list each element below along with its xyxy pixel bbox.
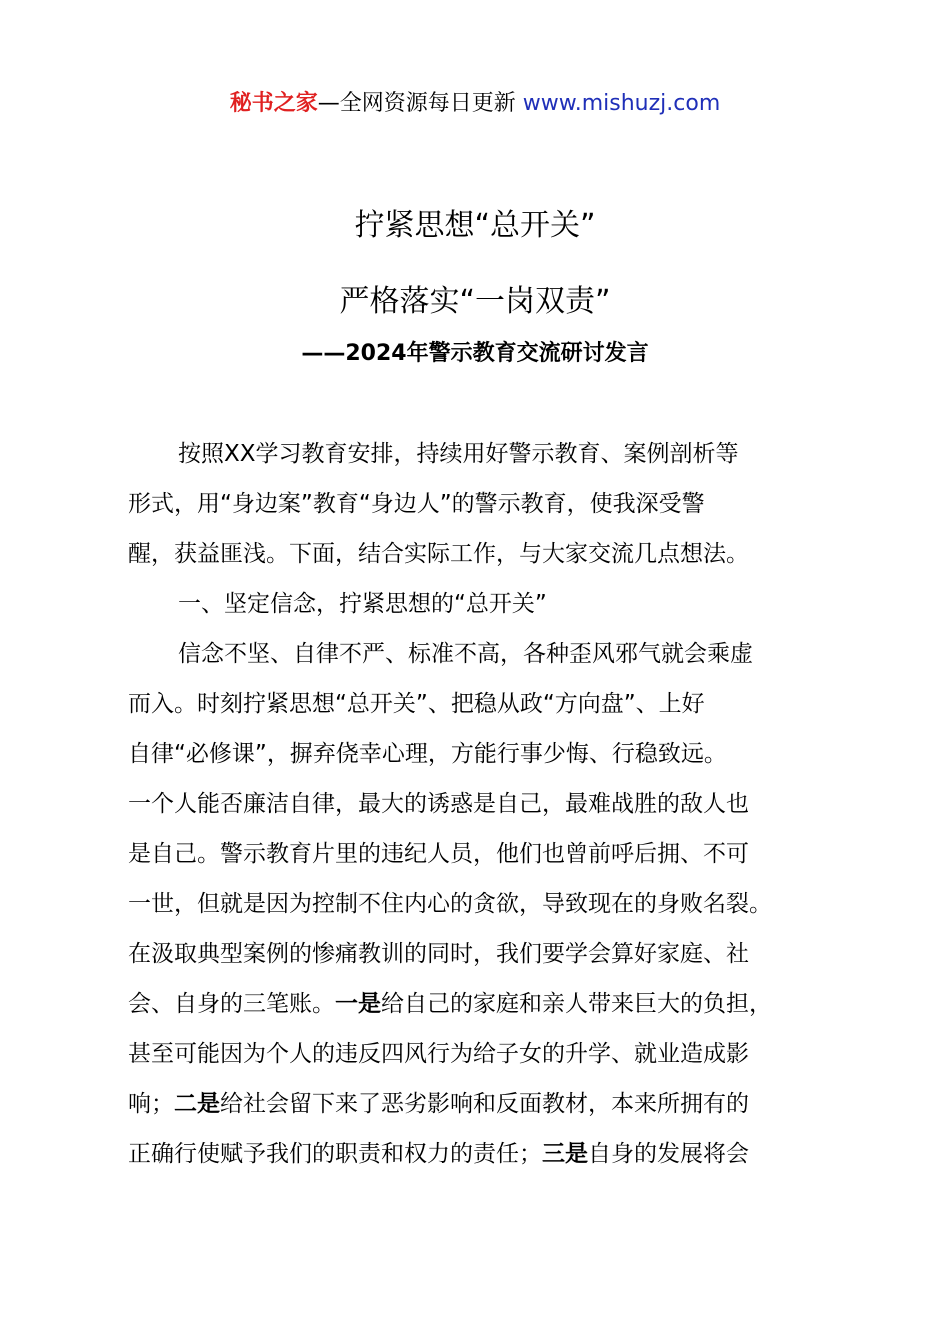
bold-marker-third: 三是 — [542, 1141, 588, 1167]
title-line-1: 拧紧思想“总开关” — [354, 208, 596, 243]
body-line — [128, 986, 772, 1022]
body-text: 给自己的家庭和亲人带来巨大的负担， — [381, 991, 772, 1017]
body-line: 形式，用“身边案”教育“身边人”的警示教育，使我深受警 — [128, 491, 705, 517]
body-text: 自身的发展将会 — [588, 1141, 749, 1167]
body-line: 醒，获益匪浅。下面，结合实际工作，与大家交流几点想法。 — [128, 541, 749, 567]
body-text: 给社会留下来了恶劣影响和反面教材，本来所拥有的 — [220, 1091, 749, 1117]
title-line-2: 严格落实“一岗双责” — [339, 284, 611, 319]
body-line: 在汲取典型案例的惨痛教训的同时，我们要学会算好家庭、社 — [128, 941, 749, 967]
bold-marker-first: 一是 — [335, 991, 381, 1017]
body-line: 一世，但就是因为控制不住内心的贪欲，导致现在的身败名裂。 — [128, 891, 772, 917]
body-line: 是自己。警示教育片里的违纪人员，他们也曾前呼后拥、不可 — [128, 841, 749, 867]
body-line: 而入。时刻拧紧思想“总开关”、把稳从政“方向盘”、上好 — [128, 691, 705, 717]
bold-marker-second: 二是 — [174, 1091, 220, 1117]
body-line: 信念不坚、自律不严、标准不高，各种歪风邪气就会乘虚 — [178, 641, 753, 667]
body-line: 按照XX学习教育安排，持续用好警示教育、案例剖析等 — [178, 441, 739, 467]
section-heading: 一、坚定信念，拧紧思想的“总开关” — [178, 591, 547, 617]
body-line — [128, 1136, 749, 1172]
body-text: 响； — [128, 1091, 174, 1117]
subtitle: ——2024年警示教育交流研讨发言 — [301, 341, 649, 366]
body-line: 一个人能否廉洁自律，最大的诱惑是自己，最难战胜的敌人也 — [128, 791, 749, 817]
body-line — [128, 1086, 749, 1122]
site-header — [0, 88, 950, 120]
body-line: 自律“必修课”，摒弃侥幸心理，方能行事少悔、行稳致远。 — [128, 741, 727, 767]
header-tagline: —全网资源每日更新 — [317, 91, 516, 116]
site-url-link[interactable]: www.mishuzj.com — [522, 91, 721, 116]
body-line: 甚至可能因为个人的违反四风行为给子女的升学、就业造成影 — [128, 1041, 749, 1067]
body-text: 会、自身的三笔账。 — [128, 991, 335, 1017]
brand-name: 秘书之家 — [229, 91, 318, 116]
body-text: 正确行使赋予我们的职责和权力的责任； — [128, 1141, 542, 1167]
